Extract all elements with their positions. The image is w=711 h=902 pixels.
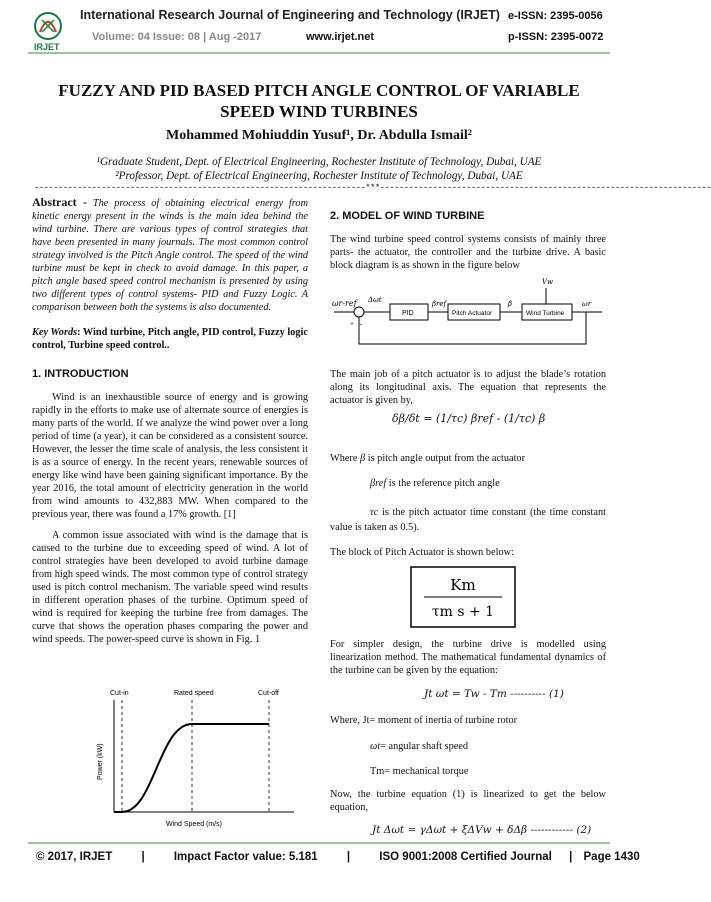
beta-symbol: β <box>360 453 366 464</box>
right-column-middle <box>330 368 606 407</box>
keywords <box>32 326 308 352</box>
header-divider <box>28 52 610 54</box>
logo-text: IRJET <box>34 42 60 52</box>
abstract-label: Abstract - <box>32 195 87 209</box>
sum-minus: - <box>360 320 363 328</box>
intro-paragraph-2: A common issue associated with wind is the damage that is caused to the turbine due to exceeding speed of wind. A lot of control strategies have been developed to avoid turbine damage from high speed winds. The most common type of control strategy used is pitch control mechanism. The variable speed wind results in different operation phases of the turbine. Optimum speed of wind is required for keeping the turbine free from damages. The curve that shows the operation phases comparing the power and wind speeds. The power-speed curve is shown in Fig. 1 <box>32 530 308 645</box>
footer-impact: Impact Factor value: 5.181 <box>173 851 318 863</box>
power-curve-figure <box>84 684 304 832</box>
left-column <box>32 196 308 646</box>
pitch-actuator-label: Pitch Actuator <box>452 310 493 317</box>
journal-url[interactable]: www.irjet.net <box>306 31 375 43</box>
sum-plus: + <box>350 320 354 328</box>
e-issn: e-ISSN: 2395-0056 <box>508 10 603 22</box>
beta-label: β <box>508 300 513 308</box>
wind-turbine-label: Wind Turbine <box>526 310 565 317</box>
where-beta-text: is pitch angle output from the actuator <box>367 453 526 464</box>
keywords-text: : Wind turbine, Pitch angle, PID control, Fuzzy logic control, Turbine speed control.. <box>32 327 308 351</box>
where-tau <box>330 505 606 535</box>
keywords-label: Key Words <box>32 327 78 338</box>
p-issn: p-ISSN: 2395-0072 <box>508 31 604 43</box>
section-separator: ---------------------------------------------------------------------***--------------------------------------------------------------------- <box>34 183 711 193</box>
footer-sep-3: | <box>569 851 573 863</box>
right-column-top <box>330 210 606 272</box>
paper-title: FUZZY AND PID BASED PITCH ANGLE CONTROL OF VARIABLE SPEED WIND TURBINES <box>58 81 580 121</box>
paper-authors: Mohammed Mohiuddin Yusuf¹, Dr. Abdulla Ismail² <box>166 128 472 143</box>
page-header <box>0 0 638 70</box>
footer-iso: ISO 9001:2008 Certified Journal <box>379 851 552 863</box>
where-tau-text: is the pitch actuator time constant (the time constant value is taken as 0.5). <box>330 507 606 533</box>
tau-symbol: τc <box>370 507 379 518</box>
label-cut-in: Cut-in <box>110 690 129 697</box>
where-beta-ref <box>370 477 606 490</box>
x-axis-label: Wind Speed (m/s) <box>166 821 223 828</box>
where-tm-wrap <box>370 765 606 778</box>
label-cut-off: Cut-off <box>258 690 279 697</box>
label-rated-speed: Rated speed <box>174 690 214 697</box>
paragraph-4-wrap <box>330 788 606 814</box>
block-diagram <box>330 272 606 358</box>
equation-2: Jt Δωt = γΔωt + ξΔVw + δΔβ ------------ (2) <box>372 824 592 836</box>
wt-symbol: ωt <box>370 741 381 752</box>
journal-name: International Research Journal of Engineering and Technology (IRJET) <box>80 8 500 22</box>
transfer-function-block <box>410 566 516 628</box>
volume-issue: Volume: 04 Issue: 08 | Aug -2017 <box>92 31 262 43</box>
footer-divider <box>28 842 610 844</box>
page-footer <box>36 851 640 863</box>
delta-w-label: Δωt <box>368 296 382 304</box>
section2-paragraph-2: The main job of a pitch actuator is to adjust the blade’s rotation along its longitudinal axis. The equation that represents the actuator is given by, <box>330 369 606 406</box>
where-wt-wrap <box>370 740 606 753</box>
w-ref-label: ωr-ref <box>332 299 357 308</box>
equation-pitch-actuator: δβ/δt = (1/τc) βref - (1/τc) β <box>392 412 546 425</box>
where-tm: Tm= mechanical torque <box>370 766 469 777</box>
beta-ref-symbol: βref <box>370 478 387 489</box>
tf-numerator: Km <box>450 576 476 594</box>
sum-junction <box>354 307 364 317</box>
affiliation-2: ²Professor, Dept. of Electrical Engineering, Rochester Institute of Technology, Dubai, UAE <box>115 170 523 182</box>
block2-intro: The block of Pitch Actuator is shown below: <box>330 547 514 558</box>
footer-page: Page 1430 <box>583 851 640 863</box>
affiliation-1: ¹Graduate Student, Dept. of Electrical Engineering, Rochester Institute of Technology, Dubai, UAE <box>96 156 542 168</box>
section2-heading: 2. MODEL OF WIND TURBINE <box>330 210 485 222</box>
where-beta <box>330 452 606 465</box>
footer-sep-2: | <box>346 851 351 863</box>
tf-denominator: τm s + 1 <box>431 604 495 620</box>
where-prefix: Where <box>330 453 358 464</box>
block2-intro-wrap <box>330 546 606 559</box>
abstract-text: The process of obtaining electrical energy from kinetic energy present in the winds is the main idea behind the wind turbine. There are various types of control strategies that have been presented in many journals. The most common control strategy involved is the Pitch Angle control. The speed of the wind turbine must be kept in check to avoid damage. In this paper, a pitch angle based speed control mechanism is presented by using two different types of control systems- PID and Fuzzy Logic. A comparison between both the systems is also documented. <box>32 198 308 313</box>
abstract <box>32 196 308 314</box>
equation-1: Jt ωt = Tw - Tm ---------- (1) <box>424 688 564 700</box>
footer-copyright: © 2017, IRJET <box>36 851 113 863</box>
where-beta-ref-text: is the reference pitch angle <box>388 478 500 489</box>
where-jt: Where, Jt= moment of inertia of turbine rotor <box>330 715 518 726</box>
footer-sep-1: | <box>141 851 145 863</box>
where-jt-wrap <box>330 714 606 727</box>
section2-paragraph-1: The wind turbine speed control systems consists of mainly three parts- the actuator, the controller and the turbine drive. A basic block diagram is as shown in the figure below <box>330 234 606 271</box>
vw-label: Vw <box>542 278 554 286</box>
wr-label: ωr <box>582 300 592 308</box>
y-axis-label: Power (kW) <box>97 743 104 780</box>
pid-label: PID <box>402 310 414 317</box>
section2-paragraph-4: Now, the turbine equation (1) is linearized to get the below equation, <box>330 789 606 813</box>
intro-heading: 1. INTRODUCTION <box>32 368 129 380</box>
section2-paragraph-3: For simpler design, the turbine drive is modelled using linearization method. The mathematical fundamental dynamics of the turbine can be given by the equation: <box>330 639 606 676</box>
beta-ref-label: βref <box>432 300 447 308</box>
right-column-lower <box>330 638 606 677</box>
where-wt: = angular shaft speed <box>380 741 469 752</box>
intro-paragraph-1: Wind is an inexhaustible source of energy and is growing rapidly in the efforts to make use of alternate source of energies is many parts of the world. If we analyze the wind power over a long period of time (a year), it can be considered as a consistent source. However, the lesser the time scale of analysis, the less consistent it is as a source of energy. In the recent years, renewable sources of energy like wind have been gaining significant importance. By the year 2016, the total amount of electricity generation in the world from wind amounts to 432,883 MW. When compared to the previous year, there was found a 17% growth. [1] <box>32 392 308 520</box>
